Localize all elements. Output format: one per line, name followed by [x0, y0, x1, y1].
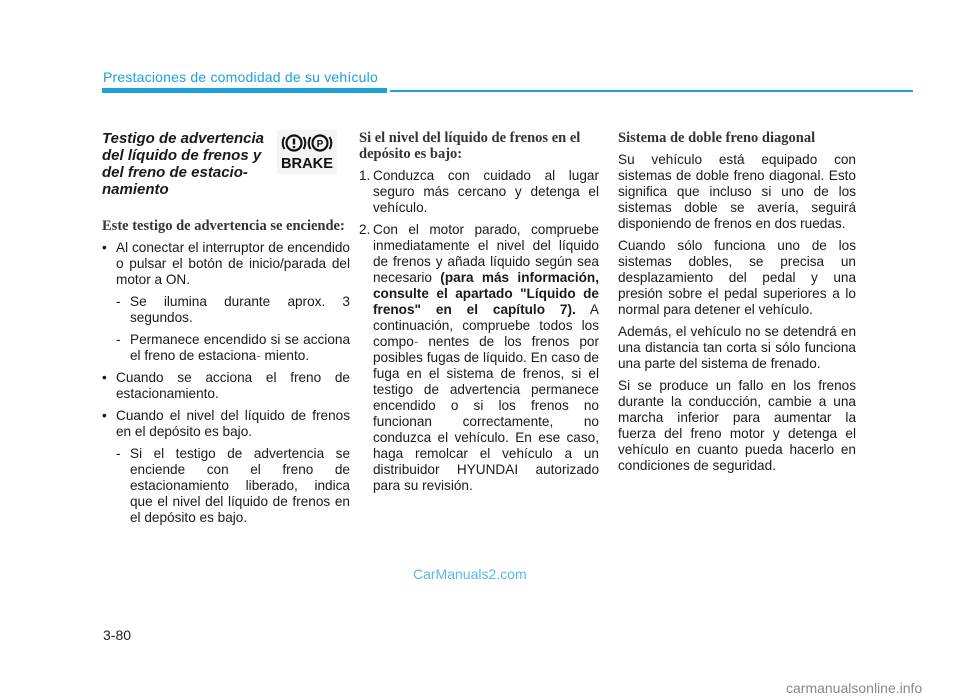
- paragraph: Su vehículo está equipado con sistemas de doble freno diagonal. Esto significa que incluso si uno de los sistemas doble se avería, seguirá disponiendo de frenos en dos ruedas.: [618, 152, 856, 231]
- paragraph: Cuando sólo funciona uno de los sistemas dobles, se precisa un desplazamiento del pedal y una presión sobre el pedal superiores a lo normal para detener el vehículo.: [618, 238, 856, 317]
- list-item: • Al conectar el interruptor de encendido o pulsar el botón de inicio/parada del motor a ON.: [102, 240, 350, 287]
- section-title: Prestaciones de comodidad de su vehículo: [103, 69, 378, 85]
- brake-icon-label: BRAKE: [281, 155, 333, 172]
- svg-text:P: P: [316, 139, 324, 150]
- lights-on-subheading: Este testigo de advertencia se enciende:: [102, 218, 345, 234]
- dual-brake-heading: Sistema de doble freno diagonal: [618, 130, 816, 146]
- list-item: • Cuando se acciona el freno de estacionamiento.: [102, 370, 350, 401]
- list-item: - Se ilumina durante aprox. 3 segundos.: [116, 294, 350, 325]
- list-item: - Si el testigo de advertencia se enciende con el freno de estacionamiento liberado, indica que el nivel del líquido de frenos en el depósito es bajo.: [116, 446, 350, 525]
- list-item: 1. Conduzca con cuidado al lugar seguro más cercano y detenga el vehículo.: [359, 168, 599, 215]
- column-1: [102, 130, 350, 532]
- footer-site-link[interactable]: carmanualsonline.info: [786, 680, 923, 696]
- list-item: 2. Con el motor parado, compruebe inmediatamente el nivel del líquido de frenos y añada líquido según sea necesario (para más información, consulte el apartado "Líquido de frenos" en el capítulo 7). A continuación, compruebe todos los compo- nentes de los frenos por posibles fugas de líquido. En caso de fuga en el sistema de frenos, si el testigo de advertencia permanece encendido o si los frenos no funcionan correctamente, no conduzca el vehículo. En ese caso, haga remolcar el vehículo a un distribuidor HYUNDAI autorizado para su revisión.: [359, 222, 599, 493]
- list-item: - Permanece encendido si se acciona el freno de estaciona- miento.: [116, 332, 350, 363]
- header-rule-thick: [102, 88, 387, 93]
- watermark-link[interactable]: CarManuals2.com: [413, 566, 527, 582]
- page-number: 3-80: [103, 627, 132, 643]
- column-2: [359, 130, 599, 500]
- list-item: • Cuando el nivel del líquido de frenos en el depósito es bajo.: [102, 408, 350, 439]
- low-fluid-heading: Si el nivel del líquido de frenos en el depósito es bajo:: [359, 130, 581, 162]
- header-rule-thin: [390, 90, 913, 92]
- paragraph: Si se produce un fallo en los frenos durante la conducción, cambie a una marcha inferior para aumentar la fuerza del freno motor y detenga el vehículo en cuanto pueda hacerlo en condiciones de seguridad.: [618, 378, 856, 473]
- paragraph: Además, el vehículo no se detendrá en una distancia tan corta si sólo funciona una parte del sistema de frenado.: [618, 324, 856, 371]
- warning-light-heading: Testigo de advertencia del líquido de frenos y del freno de estacio-namiento: [102, 130, 264, 198]
- column-3: [618, 130, 856, 480]
